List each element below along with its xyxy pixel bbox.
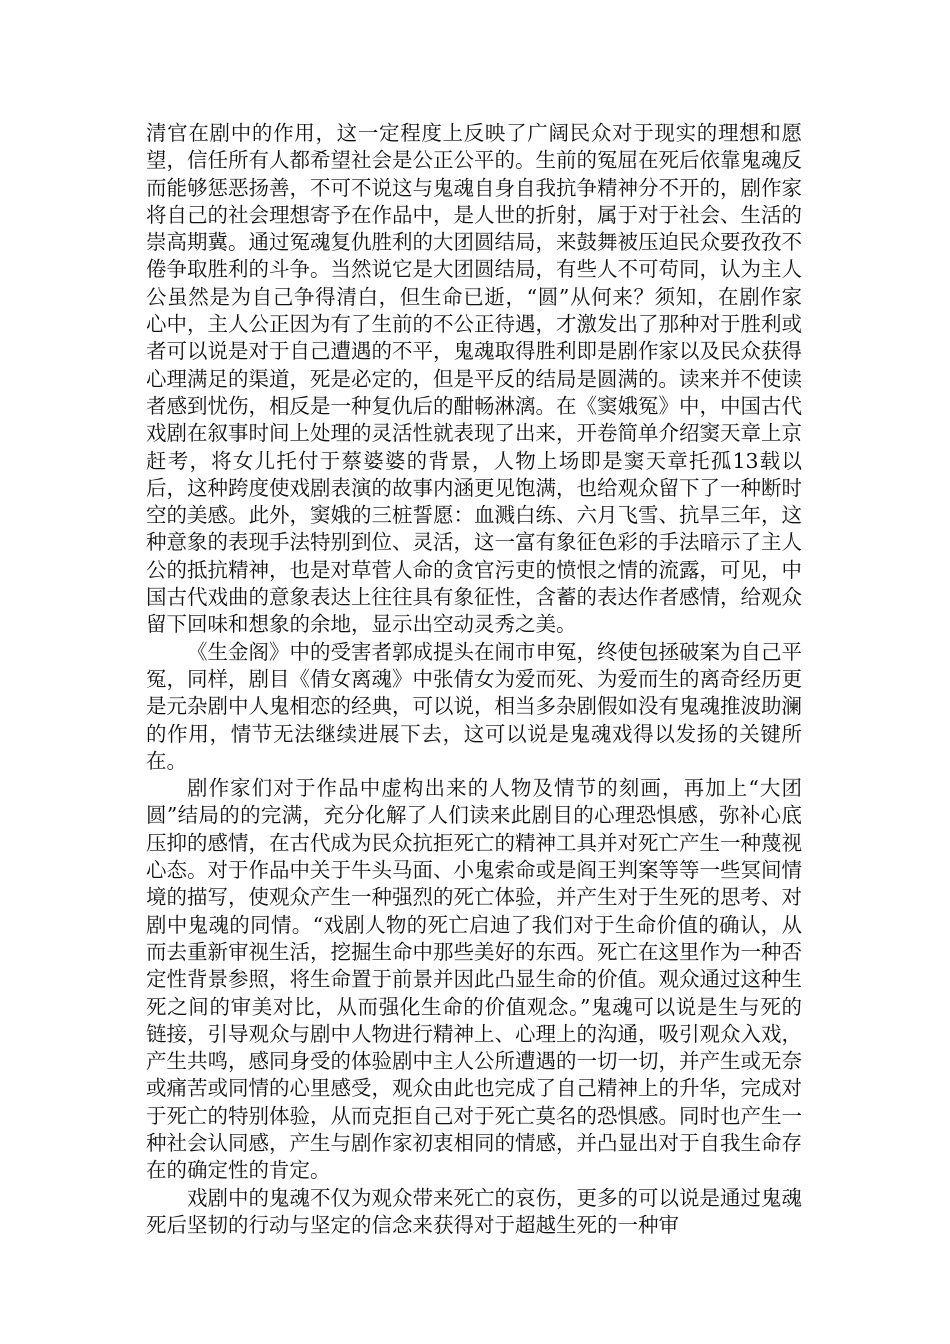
paragraph-1: 清官在剧中的作用，这一定程度上反映了广阔民众对于现实的理想和愿望，信任所有人都希望社会是公正公平的。生前的冤屈在死后依靠鬼魂反而能够惩恶扬善，不可不说这与鬼魂自身自我抗争精神分不开的，剧作家将自己的社会理想寄予在作品中，是人世的折射，属于对于社会、生活的崇高期冀。通过冤魂复仇胜利的大团圆结局，来鼓舞被压迫民众要孜孜不倦争取胜利的斗争。当然说它是大团圆结局，有些人不可苟同，认为主人公虽然是为自己争得清白，但生命已逝，“圆”从何来？须知，在剧作家心中，主人公正因为有了生前的不公正待遇，才激发出了那种对于胜利或者可以说是对于自己遭遇的不平，鬼魂取得胜利即是剧作家以及民众获得心理满足的渠道，死是必定的，但是平反的结局是圆满的。读来并不使读者感到忧伤，相反是一种复仇后的酣畅淋漓。在《窦娥冤》中，中国古代戏剧在叙事时间上处理的灵活性就表现了出来，开卷简单介绍窦天章上京赶考，将女儿托付于蔡婆婆的背景，人物上场即是窦天章托孤13载以后，这种跨度使戏剧表演的故事内涵更见饱满，也给观众留下了一种断时空的美感。此外，窦娥的三桩誓愿：血溅白练、六月飞雪、抗旱三年，这种意象的表现手法特别到位、灵活，这一富有象征色彩的手法暗示了主人公的抵抗精神，也是对草菅人命的贪官污吏的愤恨之情的流露，可见，中国古代戏曲的意象表达上往往具有象征性，含蓄的表达作者感情，给观众留下回味和想象的余地，显示出空动灵秀之美。: [146, 121, 802, 637]
paragraph-4: 戏剧中的鬼魂不仅为观众带来死亡的哀伤，更多的可以说是通过鬼魂死后坚韧的行动与坚定的信念来获得对于超越生死的一种审: [146, 1185, 802, 1237]
paragraph-2: 《生金阁》中的受害者郭成提头在闹市申冤，终使包拯破案为自己平冤，同样，剧目《倩女离魂》中张倩女为爱而死、为爱而生的离奇经历更是元杂剧中人鬼相恋的经典，可以说，相当多杂剧假如没有鬼魂推波助澜的作用，情节无法继续进展下去，这可以说是鬼魂戏得以发扬的关键所在。: [146, 639, 802, 773]
document-body: [146, 120, 802, 1239]
paragraph-3: 剧作家们对于作品中虚构出来的人物及情节的刻画，再加上“大团圆”结局的的完满，充分化解了人们读来此剧目的心理恐惧感，弥补心底压抑的感情，在古代成为民众抗拒死亡的精神工具并对死亡产生一种蔑视心态。对于作品中关于牛头马面、小鬼索命或是阎王判案等等一些冥间情境的描写，使观众产生一种强烈的死亡体验，并产生对于生死的思考、对剧中鬼魂的同情。“戏剧人物的死亡启迪了我们对于生命价值的确认，从而去重新审视生活，挖掘生命中那些美好的东西。死亡在这里作为一种否定性背景参照，将生命置于前景并因此凸显生命的价值。观众通过这种生死之间的审美对比，从而强化生命的价值观念。”鬼魂可以说是生与死的链接，引导观众与剧中人物进行精神上、心理上的沟通，吸引观众入戏，产生共鸣，感同身受的体验剧中主人公所遭遇的一切一切，并产生或无奈或痛苦或同情的心里感受，观众由此也完成了自己精神上的升华，完成对于死亡的特别体验，从而克拒自己对于死亡莫名的恐惧感。同时也产生一种社会认同感，产生与剧作家初衷相同的情感，并凸显出对于自我生命存在的确定性的肯定。: [146, 776, 802, 1183]
